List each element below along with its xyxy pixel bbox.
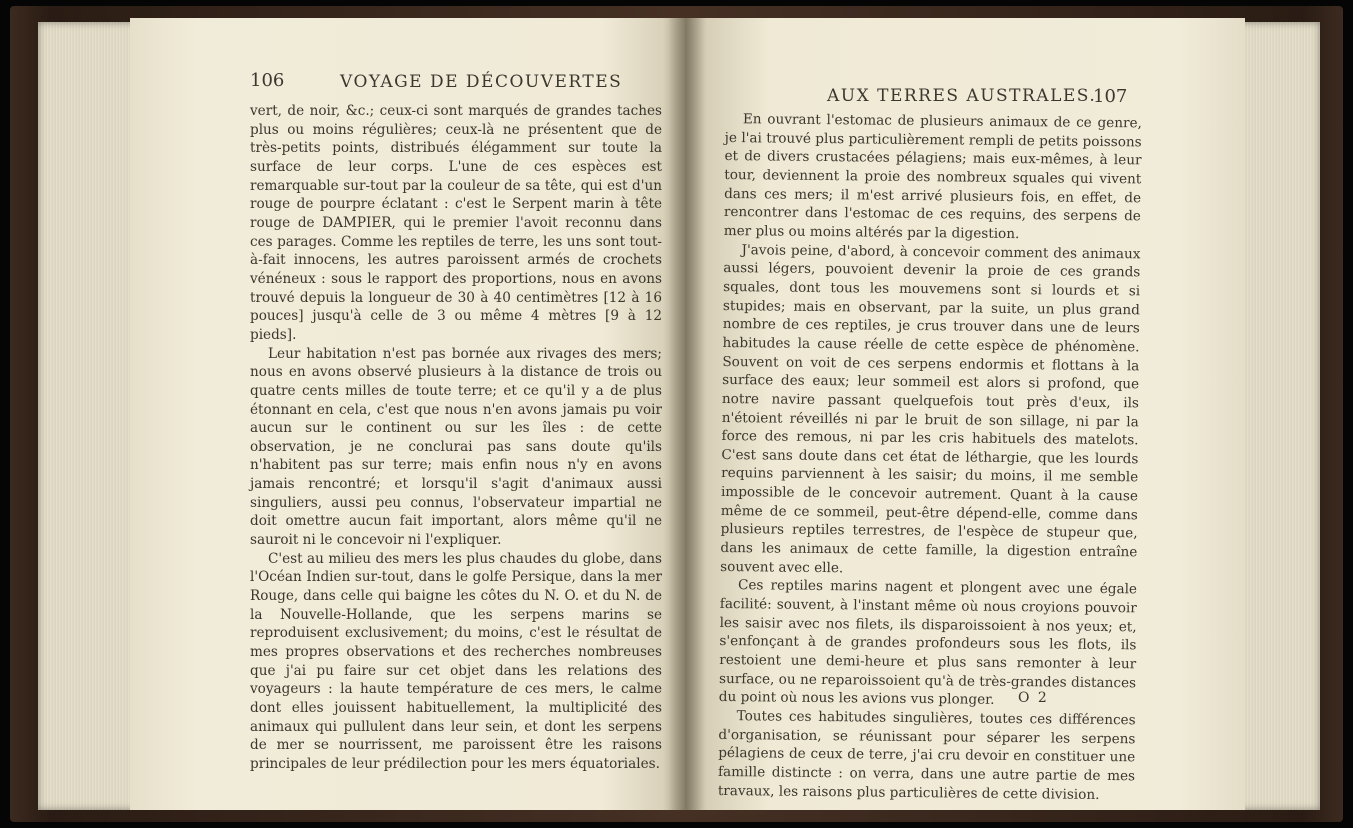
paragraph: Leur habitation n'est pas bornée aux rivages des mers; nous en avons observé plusieurs à la distance de trois ou quatre cents milles de toute terre; et ce qu'il y a de plus étonnant en cela, c'est que nous n'en avons jamais pu voir aucun sur le continent ou sur les îles : de cette observation, je ne conclurai pas sans doute qu'ils n'habitent pas sur terre; mais enfin nous n'y en avons jamais rencontré; et lorsqu'il s'agit d'animaux aussi singuliers, aussi peu connus, l'observateur impartial ne doit omettre aucun fait important, alors même qu'il ne sauroit ni le concevoir ni l'expliquer.	[250, 345, 662, 549]
paragraph: Ces reptiles marins nagent et plongent avec une égale facilité: souvent, à l'instant même où nous croyions pouvoir les saisir avec nos filets, ils disparoissoient à nos yeux; et, s'enfonçant à de grandes profondeurs sous les flots, ils restoient une demi-heure et plus sans remonter à leur surface, ou ne reparoissoient qu'à de très-grandes distances du point où nous les avions vus plonger.	[718, 577, 1138, 709]
page-number: 106	[250, 70, 285, 91]
body-text	[250, 102, 662, 774]
page-number: 107	[1093, 86, 1128, 107]
signature-mark: O 2	[1018, 690, 1049, 706]
right-page	[685, 18, 1245, 810]
body-text	[718, 110, 1142, 805]
running-head: AUX TERRES AUSTRALES.	[827, 86, 1097, 106]
paragraph: J'avois peine, d'abord, à concevoir comment des animaux aussi légers, pouvoient devenir la proie de ces grands squales, dont tous les mouvemens sont si lourds et si stupides; mais en observant, par la suite, un plus grand nombre de ces reptiles, je crus trouver dans une de leurs habitudes la cause réelle de cette espèce de phénomène. Souvent on voit de ces serpens endormis et flottans à la surface des eaux; leur sommeil est alors si profond, que notre navire passant quelquefois tout près d'eux, ils n'étoient réveillés ni par le bruit de son sillage, ni par la force des remous, ni par les cris habituels des matelots. C'est sans doute dans cet état de léthargie, que les lourds requins parviennent à les saisir; du moins, il me semble impossible de le concevoir autrement. Quant à la cause même de ce sommeil, peut-être dépend-elle, comme dans plusieurs reptiles terrestres, de l'espèce de stupeur que, dans les animaux de cette famille, la digestion entraîne souvent avec elle.	[720, 241, 1141, 577]
page-edges-left	[38, 22, 138, 810]
paragraph: En ouvrant l'estomac de plusieurs animaux de ce genre, je l'ai trouvé plus particulièrement rempli de petits poissons et de divers crustacées pélagiens; mais eux-mêmes, à leur tour, deviennent la proie des nombreux squales qui vivent dans ces mers; il m'est arrivé plusieurs fois, en effet, de rencontrer dans l'estomac de ces requins, des serpens de mer plus ou moins altérés par la digestion.	[723, 111, 1142, 243]
paragraph: C'est au milieu des mers les plus chaudes du globe, dans l'Océan Indien sur-tout, dans le golfe Persique, dans la mer Rouge, dans celle qui baigne les côtes du N. O. et du N. de la Nouvelle-Hollande, que les serpens marins se reproduisent exclusivement; du moins, c'est le résultat de mes propres observations et des recherches nombreuses que j'ai pu faire sur cet objet dans les relations des voyageurs : la haute température de ces mers, le calme dont elles jouissent habituellement, la multiplicité des animaux qui pullulent dans leur sein, et dont les serpens de mer se nourrissent, me paroissent être les raisons principales de leur prédilection pour les mers équatoriales.	[250, 550, 662, 772]
paragraph: vert, de noir, &c.; ceux-ci sont marqués de grandes taches plus ou moins régulières; ceux-là ne présentent que de très-petits points, distribués élégamment sur toute la surface de leur corps. L'une de ces espèces est remarquable sur-tout par la couleur de sa tête, qui est d'un rouge de pourpre éclatant : c'est le Serpent marin à tête rouge de DAMPIER, qui le premier l'avoit reconnu dans ces parages. Comme les reptiles de terre, les uns sont tout-à-fait innocens, les autres paroissent armés de crochets vénéneux : sous le rapport des proportions, nous en avons trouvé depuis la longueur de 30 à 40 centimètres [12 à 16 pouces] jusqu'à celle de 3 ou même 4 mètres [9 à 12 pieds].	[250, 103, 662, 343]
left-page	[130, 18, 685, 810]
running-head: VOYAGE DE DÉCOUVERTES	[340, 72, 623, 92]
gutter-shadow	[668, 18, 704, 810]
paragraph: Toutes ces habitudes singulières, toutes ces différences d'organisation, se réunissant pour séparer les serpens pélagiens de ceux de terre, j'ai cru devoir en constituer une famille distincte : on verra, dans une autre partie de mes travaux, les raisons plus particulières de cette division.	[717, 708, 1136, 803]
